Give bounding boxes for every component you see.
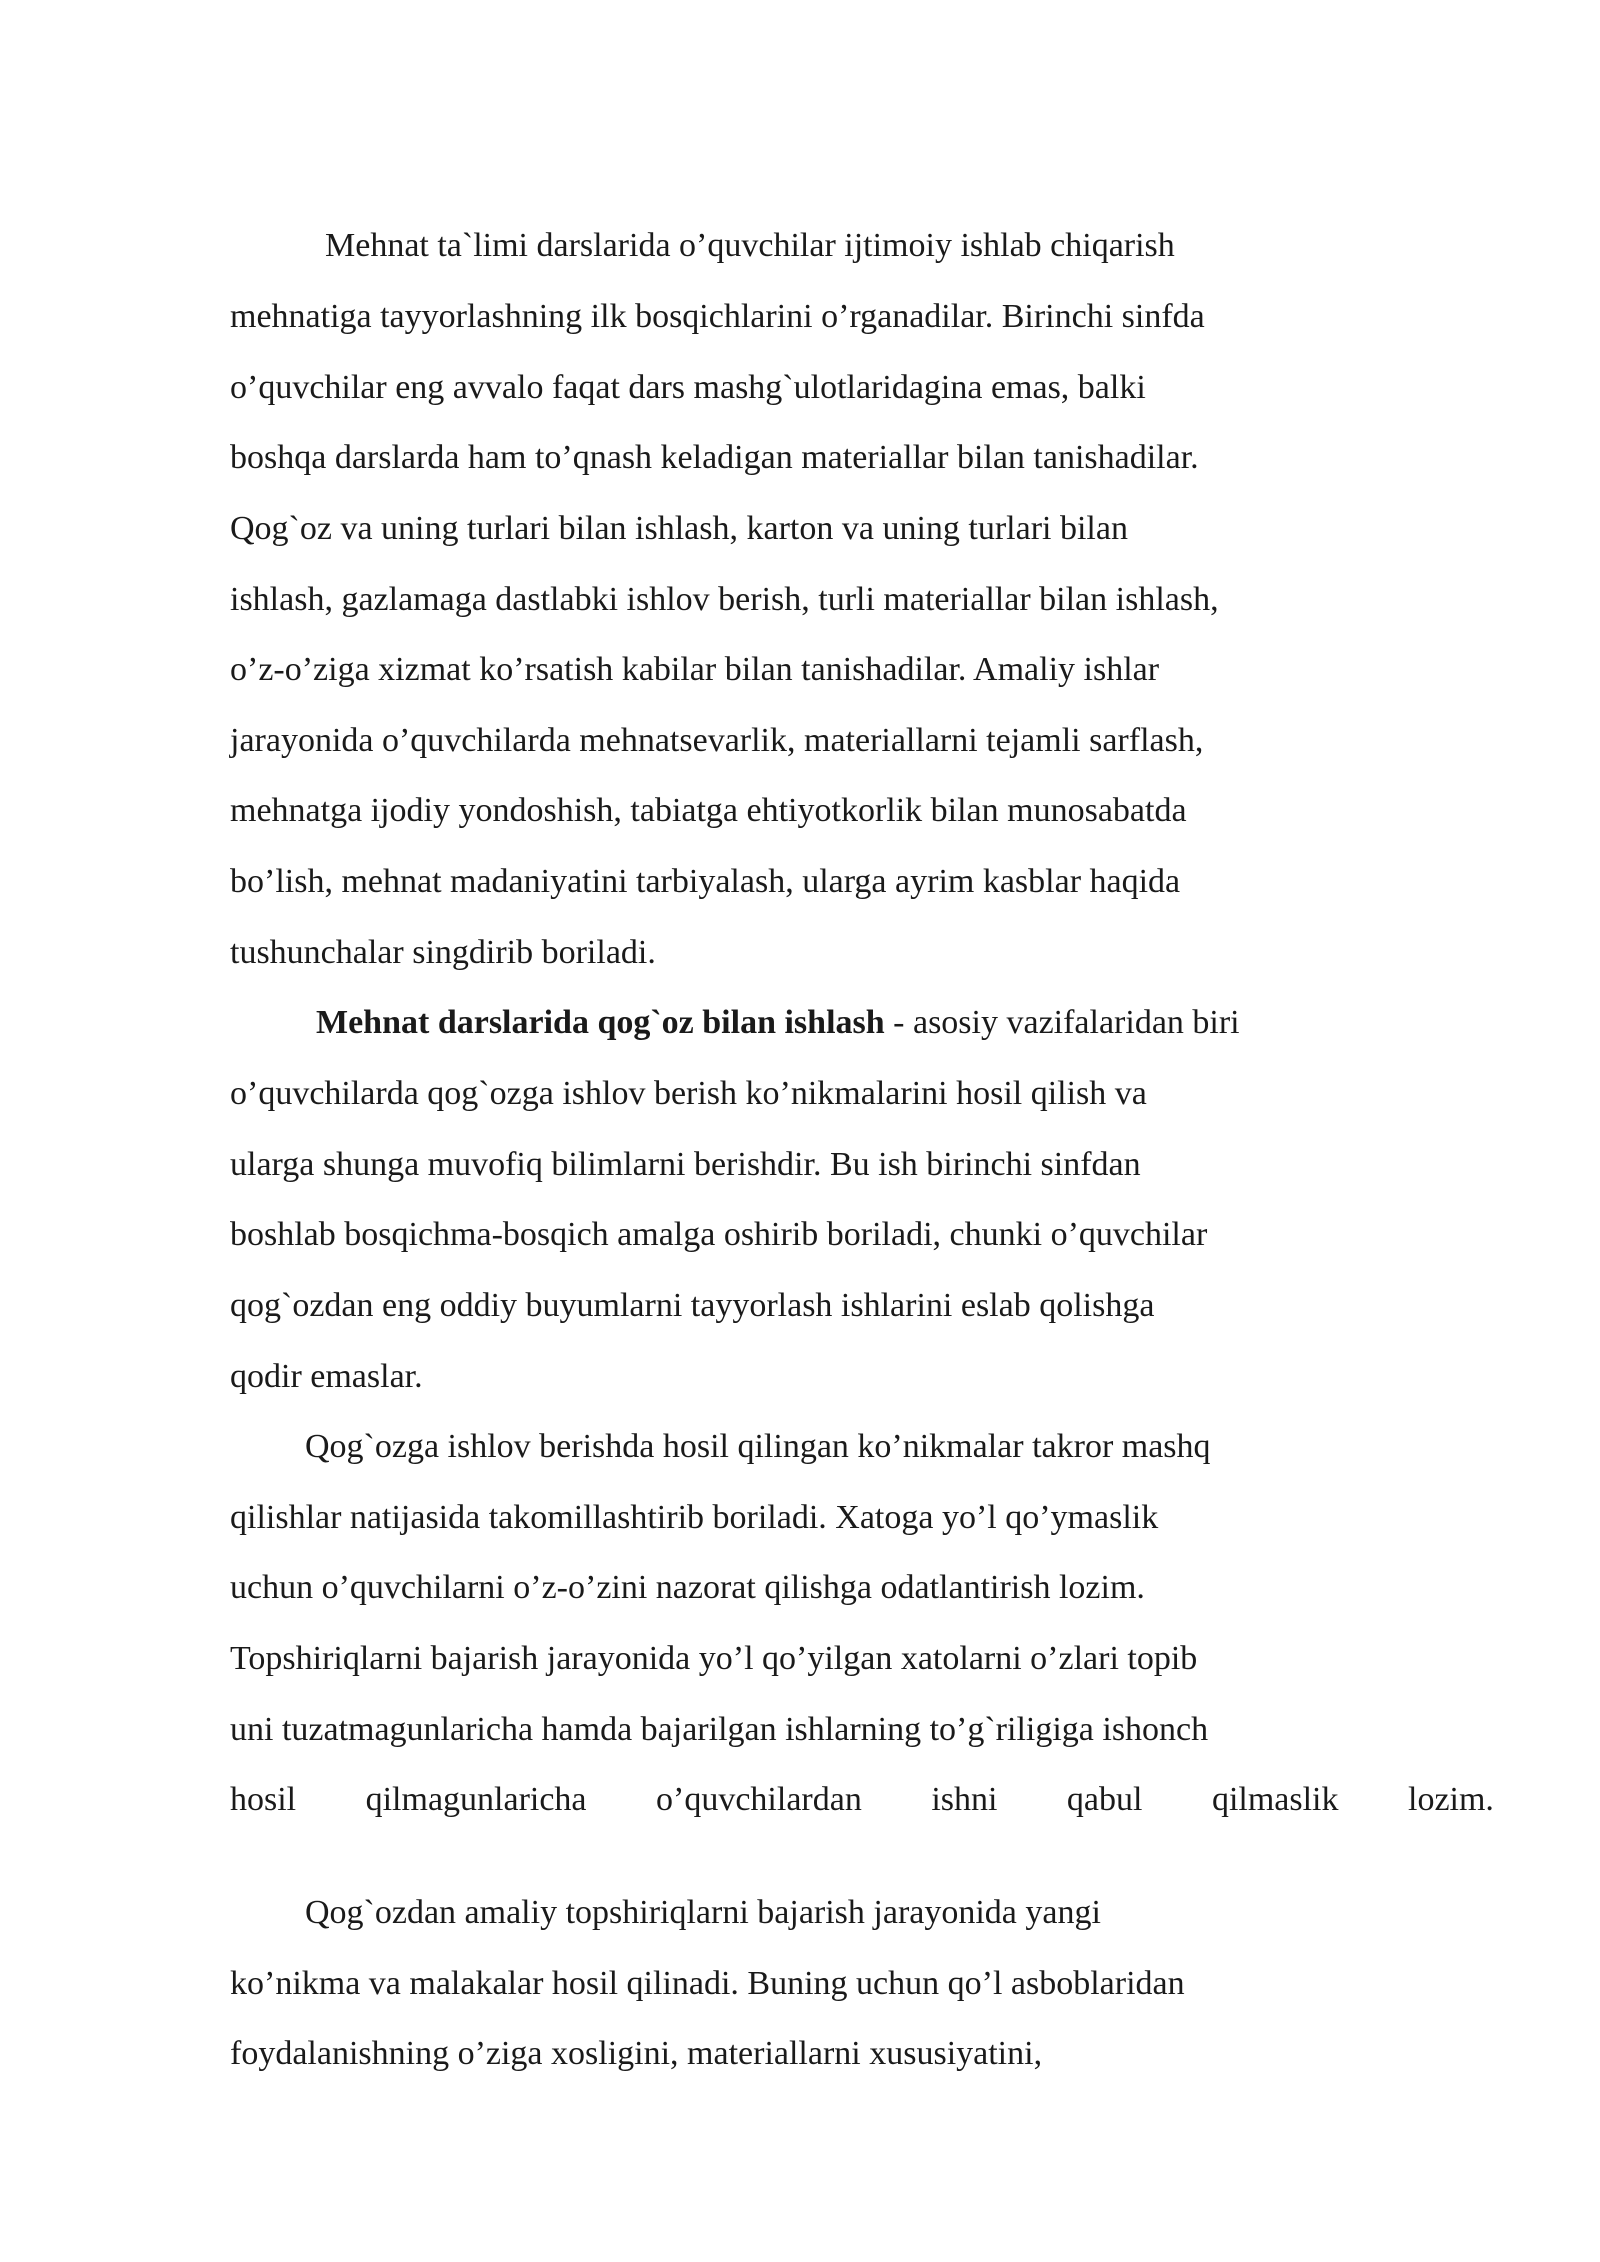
paragraph-line: uchun o’quvchilarni o’z-o’zini nazorat qilishga odatlantirish lozim. — [230, 1569, 1145, 1606]
justified-word: hosil — [230, 1781, 297, 1818]
paragraph-line: ko’nikma va malakalar hosil qilinadi. Buning uchun qo’l asboblaridan — [230, 1965, 1185, 2002]
paragraph-line: qog`ozdan eng oddiy buyumlarni tayyorlash ishlarini eslab qolishga — [230, 1287, 1155, 1324]
paragraph-line: ularga shunga muvofiq bilimlarni berishdir. Bu ish birinchi sinfdan — [230, 1146, 1141, 1183]
justified-word: lozim. — [1408, 1781, 1494, 1818]
paragraph-line: Qog`oz va uning turlari bilan ishlash, karton va uning turlari bilan — [230, 510, 1128, 547]
paragraph-line: Qog`ozga ishlov berishda hosil qilingan ko’nikmalar takror mashq — [305, 1428, 1211, 1465]
paragraph-line: Qog`ozdan amaliy topshiriqlarni bajarish jarayonida yangi — [305, 1894, 1101, 1931]
section-heading: Mehnat darslarida qog`oz bilan ishlash — [316, 1004, 885, 1041]
heading-continuation: - asosiy vazifalaridan biri — [884, 1004, 1240, 1041]
paragraph-line: Mehnat ta`limi darslarida o’quvchilar ijtimoiy ishlab chiqarish — [325, 227, 1175, 264]
paragraph-line: qodir emaslar. — [230, 1358, 423, 1395]
paragraph-line: boshqa darslarda ham to’qnash keladigan materiallar bilan tanishadilar. — [230, 439, 1199, 476]
paragraph-line: mehnatiga tayyorlashning ilk bosqichlarini o’rganadilar. Birinchi sinfda — [230, 298, 1205, 335]
justified-word: qabul — [1066, 1781, 1143, 1818]
paragraph-line: o’quvchilarda qog`ozga ishlov berish ko’nikmalarini hosil qilish va — [230, 1075, 1147, 1112]
justified-word: o’quvchilardan — [656, 1781, 862, 1818]
paragraph-line: boshlab bosqichma-bosqich amalga oshirib boriladi, chunki o’quvchilar — [230, 1216, 1208, 1253]
paragraph-line: Topshiriqlarni bajarish jarayonida yo’l qo’yilgan xatolarni o’zlari topib — [230, 1640, 1198, 1677]
paragraph-line: o’z-o’ziga xizmat ko’rsatish kabilar bilan tanishadilar. Amaliy ishlar — [230, 651, 1160, 688]
section-heading-line — [316, 1003, 1240, 1043]
justified-paragraph-line — [230, 1780, 1494, 1820]
paragraph-line: bo’lish, mehnat madaniyatini tarbiyalash, ularga ayrim kasblar haqida — [230, 863, 1181, 900]
paragraph-line: foydalanishning o’ziga xosligini, materiallarni xususiyatini, — [230, 2035, 1043, 2072]
paragraph-line: mehnatga ijodiy yondoshish, tabiatga ehtiyotkorlik bilan munosabatda — [230, 792, 1187, 829]
justified-word: qilmagunlaricha — [365, 1781, 587, 1818]
paragraph-line: jarayonida o’quvchilarda mehnatsevarlik, materiallarni tejamli sarflash, — [230, 722, 1204, 759]
paragraph-line: tushunchalar singdirib boriladi. — [230, 934, 656, 971]
justified-word: ishni — [931, 1781, 998, 1818]
paragraph-line: o’quvchilar eng avvalo faqat dars mashg`ulotlaridagina emas, balki — [230, 369, 1146, 406]
paragraph-line: qilishlar natijasida takomillashtirib boriladi. Xatoga yo’l qo’ymaslik — [230, 1499, 1159, 1536]
paragraph-line: uni tuzatmagunlaricha hamda bajarilgan ishlarning to’g`riligiga ishonch — [230, 1711, 1209, 1748]
justified-word: qilmaslik — [1211, 1781, 1339, 1818]
paragraph-line: ishlash, gazlamaga dastlabki ishlov berish, turli materiallar bilan ishlash, — [230, 581, 1219, 618]
